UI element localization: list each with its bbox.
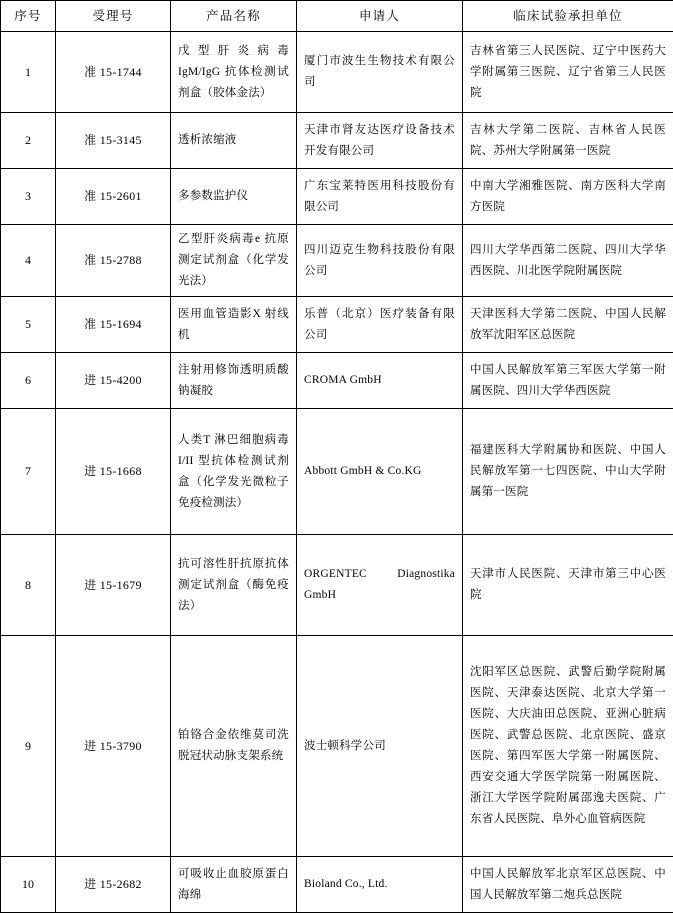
cell-applicant (297, 113, 463, 169)
applicant-value: 波士顿科学公司 (297, 732, 462, 761)
product-name-value: 人类T 淋巴细胞病毒I/II 型抗体检测试剂盒（化学发光微粒子免疫检测法） (171, 426, 296, 518)
cell-institutions (463, 535, 673, 636)
cell-sequence (1, 113, 56, 169)
institutions-value: 沈阳军区总医院、武警后勤学院附属医院、天津泰达医院、北京大学第一医院、大庆油田总医院、亚洲心脏病医院、武警总医院、北京医院、盛京医院、第四军医大学第一附属医院、西安交通大学医学院第一附属医院、浙江大学医学院附属邵逸夫医院、广东省人民医院、阜外心血管病医院 (463, 658, 673, 834)
sequence-value: 3 (1, 182, 55, 211)
cell-acceptance-number (56, 32, 171, 113)
product-name-value: 注射用修饰透明质酸钠凝胶 (171, 356, 296, 406)
product-name-value: 医用血管造影X 射线机 (171, 300, 296, 350)
cell-applicant (297, 225, 463, 297)
acceptance-number-value: 进 15-3790 (56, 732, 170, 761)
cell-institutions (463, 225, 673, 297)
institutions-value: 中国人民解放军第三军医大学第一附属医院、四川大学华西医院 (463, 356, 673, 406)
institutions-value: 中南大学湘雅医院、南方医科大学南方医院 (463, 172, 673, 222)
cell-acceptance-number (56, 113, 171, 169)
cell-applicant (297, 32, 463, 113)
table-row (1, 32, 673, 113)
cell-institutions (463, 636, 673, 857)
applicant-value: ORGENTEC Diagnostika GmbH (297, 560, 462, 610)
cell-product-name (171, 857, 297, 913)
table-header-row (1, 1, 673, 32)
cell-institutions (463, 169, 673, 225)
cell-sequence (1, 32, 56, 113)
applicant-value: CROMA GmbH (297, 366, 462, 395)
cell-acceptance-number (56, 535, 171, 636)
sequence-value: 1 (1, 58, 55, 87)
cell-institutions (463, 32, 673, 113)
table-row (1, 225, 673, 297)
acceptance-number-value: 准 15-2788 (56, 246, 170, 275)
cell-institutions (463, 113, 673, 169)
product-name-value: 戊型肝炎病毒IgM/IgG 抗体检测试剂盒（胶体金法） (171, 37, 296, 108)
cell-applicant (297, 636, 463, 857)
cell-applicant (297, 169, 463, 225)
applicant-value: Abbott GmbH & Co.KG (297, 457, 462, 486)
cell-applicant (297, 297, 463, 353)
sequence-value: 2 (1, 126, 55, 155)
cell-acceptance-number (56, 225, 171, 297)
column-header-applicant: 申请人 (297, 1, 463, 32)
cell-acceptance-number (56, 636, 171, 857)
acceptance-number-value: 准 15-2601 (56, 182, 170, 211)
sequence-value: 5 (1, 310, 55, 339)
cell-institutions (463, 857, 673, 913)
table-row (1, 169, 673, 225)
sequence-value: 4 (1, 246, 55, 275)
cell-product-name (171, 535, 297, 636)
cell-product-name (171, 297, 297, 353)
institutions-value: 天津市人民医院、天津市第三中心医院 (463, 560, 673, 610)
cell-institutions (463, 297, 673, 353)
cell-applicant (297, 535, 463, 636)
applicant-value: 天津市肾友达医疗设备技术开发有限公司 (297, 116, 462, 166)
cell-product-name (171, 113, 297, 169)
cell-acceptance-number (56, 857, 171, 913)
product-name-value: 抗可溶性肝抗原抗体测定试剂盒（酶免疫法） (171, 550, 296, 621)
table-row (1, 113, 673, 169)
cell-sequence (1, 353, 56, 409)
acceptance-number-value: 进 15-4200 (56, 366, 170, 395)
product-name-value: 透析浓缩液 (171, 126, 296, 155)
cell-product-name (171, 225, 297, 297)
cell-product-name (171, 32, 297, 113)
acceptance-number-value: 进 15-1679 (56, 571, 170, 600)
product-name-value: 铂铬合金依维莫司洗脱冠状动脉支架系统 (171, 721, 296, 771)
cell-institutions (463, 409, 673, 535)
cell-product-name (171, 169, 297, 225)
cell-product-name (171, 409, 297, 535)
cell-applicant (297, 353, 463, 409)
column-header-product-name: 产品名称 (171, 1, 297, 32)
table-row (1, 409, 673, 535)
column-header-clinical-trial-institution: 临床试验承担单位 (463, 1, 673, 32)
table-row (1, 353, 673, 409)
table-row (1, 857, 673, 913)
institutions-value: 吉林省第三人民医院、辽宁中医药大学附属第三医院、辽宁省第三人民医院 (463, 37, 673, 108)
institutions-value: 吉林大学第二医院、吉林省人民医院、苏州大学附属第一医院 (463, 116, 673, 166)
applicant-value: 厦门市波生生物技术有限公司 (297, 47, 462, 97)
product-name-value: 可吸收止血胶原蛋白海绵 (171, 860, 296, 910)
sequence-value: 6 (1, 366, 55, 395)
cell-acceptance-number (56, 169, 171, 225)
cell-applicant (297, 409, 463, 535)
cell-sequence (1, 225, 56, 297)
cell-product-name (171, 353, 297, 409)
cell-acceptance-number (56, 353, 171, 409)
acceptance-number-value: 准 15-1694 (56, 310, 170, 339)
cell-sequence (1, 297, 56, 353)
cell-acceptance-number (56, 297, 171, 353)
table-row (1, 535, 673, 636)
acceptance-number-value: 准 15-3145 (56, 126, 170, 155)
institutions-value: 四川大学华西第二医院、四川大学华西医院、川北医学院附属医院 (463, 236, 673, 286)
cell-institutions (463, 353, 673, 409)
sequence-value: 10 (1, 870, 55, 899)
cell-applicant (297, 857, 463, 913)
sequence-value: 7 (1, 457, 55, 486)
sequence-value: 9 (1, 732, 55, 761)
institutions-value: 中国人民解放军北京军区总医院、中国人民解放军第二炮兵总医院 (463, 860, 673, 910)
cell-sequence (1, 169, 56, 225)
product-name-value: 乙型肝炎病毒e 抗原测定试剂盒（化学发光法） (171, 225, 296, 296)
acceptance-number-value: 准 15-1744 (56, 58, 170, 87)
column-header-acceptance-number: 受理号 (56, 1, 171, 32)
applicant-value: 广东宝莱特医用科技股份有限公司 (297, 172, 462, 222)
product-name-value: 多参数监护仪 (171, 182, 296, 211)
acceptance-number-value: 进 15-1668 (56, 457, 170, 486)
applicant-value: Bioland Co., Ltd. (297, 870, 462, 899)
column-header-sequence: 序号 (1, 1, 56, 32)
table-body (1, 32, 673, 913)
table-header (1, 1, 673, 32)
cell-sequence (1, 857, 56, 913)
applicant-value: 四川迈克生物科技股份有限公司 (297, 236, 462, 286)
acceptance-number-value: 进 15-2682 (56, 870, 170, 899)
cell-sequence (1, 535, 56, 636)
applicant-value: 乐普（北京）医疗装备有限公司 (297, 300, 462, 350)
cell-sequence (1, 636, 56, 857)
cell-sequence (1, 409, 56, 535)
cell-acceptance-number (56, 409, 171, 535)
institutions-value: 天津医科大学第二医院、中国人民解放军沈阳军区总医院 (463, 300, 673, 350)
cell-product-name (171, 636, 297, 857)
sequence-value: 8 (1, 571, 55, 600)
table-row (1, 297, 673, 353)
institutions-value: 福建医科大学附属协和医院、中国人民解放军第一七四医院、中山大学附属第一医院 (463, 436, 673, 507)
table-row (1, 636, 673, 857)
